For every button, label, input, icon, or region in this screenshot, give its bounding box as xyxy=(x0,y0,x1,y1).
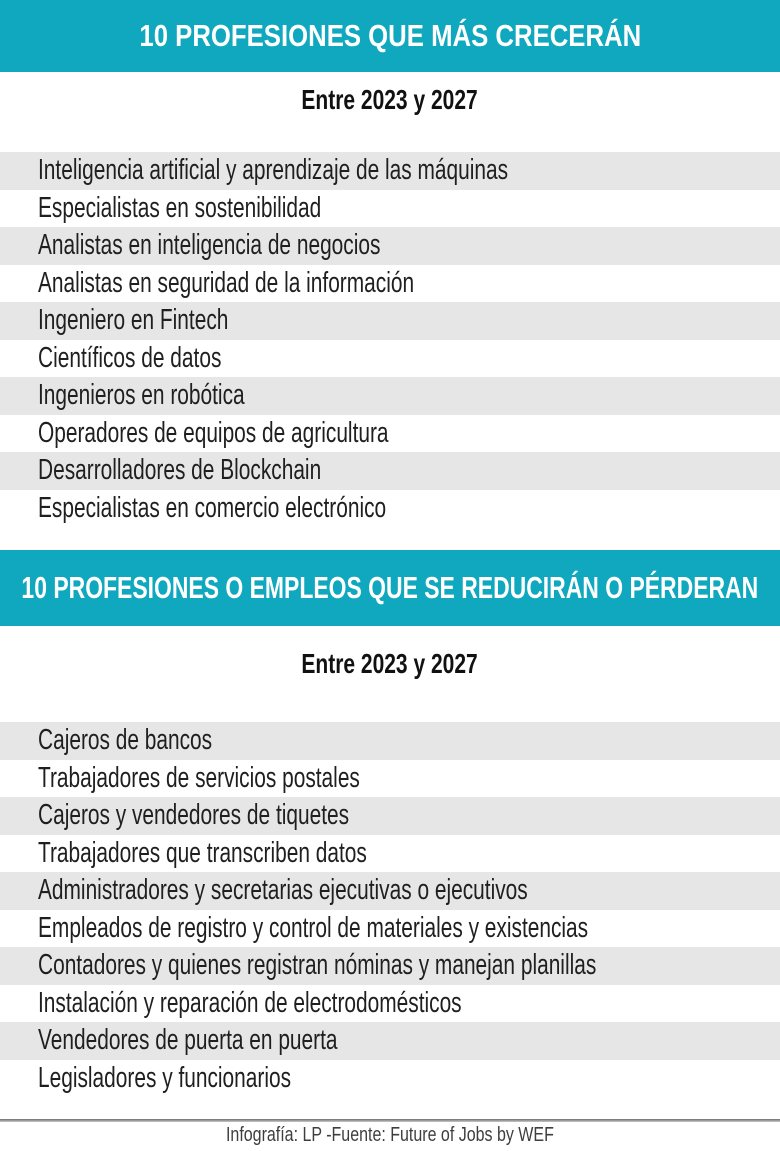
list-item-label: Administradores y secretarias ejecutivas o ejecutivos xyxy=(38,874,528,907)
list-item-label: Trabajadores que transcriben datos xyxy=(38,836,367,869)
list-item-label: Vendedores de puerta en puerta xyxy=(38,1024,338,1057)
section-title-growing: 10 PROFESIONES QUE MÁS CRECERÁN xyxy=(139,18,641,53)
list-item xyxy=(0,1060,780,1098)
list-item-label: Analistas en seguridad de la información xyxy=(38,266,415,299)
footer xyxy=(0,1124,780,1147)
list-item xyxy=(0,760,780,798)
footer-credit: Infografía: LP -Fuente: Future of Jobs by WEF xyxy=(226,1124,554,1146)
list-item-label: Cajeros de bancos xyxy=(38,724,213,757)
date-range-text: Entre 2023 y 2027 xyxy=(301,84,479,115)
declining-list xyxy=(0,722,780,1097)
date-range-subtitle-declining xyxy=(0,648,780,680)
list-item xyxy=(0,265,780,303)
list-item-label: Especialistas en comercio electrónico xyxy=(38,491,387,524)
list-item xyxy=(0,415,780,453)
list-item-label: Contadores y quienes registran nóminas y manejan planillas xyxy=(38,949,597,982)
section-title-declining: 10 PROFESIONES O EMPLEOS QUE SE REDUCIRÁN O PÉRDERAN xyxy=(21,570,759,605)
list-item xyxy=(0,872,780,910)
list-item-label: Científicos de datos xyxy=(38,341,222,374)
date-range-text: Entre 2023 y 2027 xyxy=(301,648,479,679)
list-item-label: Analistas en inteligencia de negocios xyxy=(38,229,381,262)
list-item-label: Operadores de equipos de agricultura xyxy=(38,416,389,449)
list-item-label: Instalación y reparación de electrodomésticos xyxy=(38,986,462,1019)
list-item-label: Ingeniero en Fintech xyxy=(38,304,229,337)
list-item xyxy=(0,985,780,1023)
date-range-subtitle-growing xyxy=(0,84,780,116)
list-item xyxy=(0,722,780,760)
list-item-label: Empleados de registro y control de materiales y existencias xyxy=(38,911,589,944)
list-item-label: Especialistas en sostenibilidad xyxy=(38,191,322,224)
list-item xyxy=(0,152,780,190)
list-item xyxy=(0,1022,780,1060)
list-item xyxy=(0,227,780,265)
section-header-growing xyxy=(0,0,780,72)
list-item xyxy=(0,377,780,415)
list-item xyxy=(0,452,780,490)
footer-divider xyxy=(0,1119,780,1122)
list-item-label: Desarrolladores de Blockchain xyxy=(38,454,322,487)
list-item-label: Ingenieros en robótica xyxy=(38,379,245,412)
list-item xyxy=(0,910,780,948)
list-item xyxy=(0,490,780,528)
list-item-label: Cajeros y vendedores de tiquetes xyxy=(38,799,350,832)
list-item xyxy=(0,797,780,835)
list-item xyxy=(0,947,780,985)
list-item xyxy=(0,302,780,340)
list-item xyxy=(0,190,780,228)
growing-list xyxy=(0,152,780,527)
list-item xyxy=(0,340,780,378)
section-header-declining xyxy=(0,550,780,626)
list-item-label: Trabajadores de servicios postales xyxy=(38,761,360,794)
list-item xyxy=(0,835,780,873)
list-item-label: Legisladores y funcionarios xyxy=(38,1061,292,1094)
list-item-label: Inteligencia artificial y aprendizaje de las máquinas xyxy=(38,154,509,187)
